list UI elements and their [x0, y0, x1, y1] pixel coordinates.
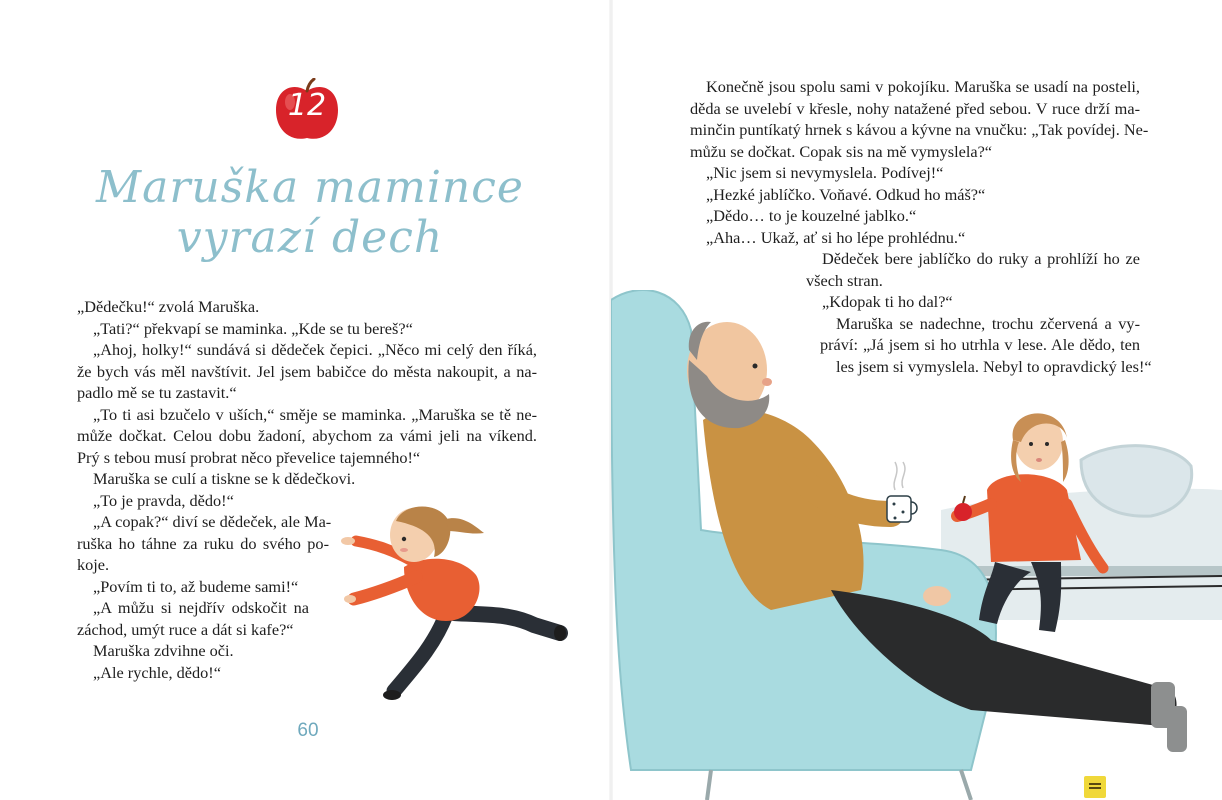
text-line: Dědeček bere jablíčko do ruky a prohlíží ho ze [822, 249, 1140, 268]
text-line: děda se uvelebí v křesle, nohy natažené před sebou. V ruce drží ma- [690, 98, 1140, 118]
text-line: minčin puntíkatý hrnek s kávou a kývne na vnučku: „Tak povídej. Ne- [690, 120, 1149, 139]
text-line: ruška ho táhne za ruku do svého po- [77, 533, 329, 553]
text-line: záchod, umýt ruce a dát si kafe?“ [77, 619, 294, 639]
text-line: les jsem si vymyslela. Nebyl to opravdický les!“ [836, 356, 1152, 376]
text-line: koje. [77, 555, 110, 574]
chapter-title-line-1: Maruška mamince [96, 162, 524, 213]
right-page-text [690, 76, 1152, 377]
text-line: „Tati?“ překvapí se maminka. „Kde se tu bereš?“ [93, 318, 413, 338]
text-line: Maruška se culí a tiskne se k dědečkovi. [93, 469, 356, 488]
text-line: může dočkat. Celou dobu žadoní, abychom za vámi jeli na víkend. [77, 426, 537, 445]
chapter-number: 12 [287, 88, 327, 123]
text-line: „Dědečku!“ zvolá Maruška. [77, 297, 260, 316]
text-line: „A copak?“ diví se dědeček, ale Ma- [93, 512, 332, 531]
text-line: Maruška zdvihne oči. [93, 641, 234, 660]
text-line: „Povím ti to, až budeme sami!“ [93, 576, 299, 596]
text-line: všech stran. [806, 270, 883, 290]
text-line: „To ti asi bzučelo v uších,“ směje se maminka. „Maruška se tě ne- [93, 404, 537, 424]
text-line: „To je pravda, dědo!“ [93, 490, 234, 510]
text-line: „Aha… Ukaž, ať si ho lépe prohlédnu.“ [706, 227, 966, 247]
text-line: „Kdopak ti ho dal?“ [822, 292, 953, 311]
comment-icon[interactable] [1084, 776, 1106, 798]
chapter-title-line-2: vyrazí dech [176, 212, 444, 263]
text-line: „A můžu si nejdřív odskočit na [93, 598, 309, 617]
text-line: „Ahoj, holky!“ sundává si dědeček čepici. „Něco mi celý den říká, [93, 340, 537, 359]
text-line: Prý s tebou musí probrat něco převelice tajemného!“ [77, 447, 421, 467]
text-line: „Hezké jablíčko. Voňavé. Odkud ho máš?“ [706, 184, 986, 204]
text-line: Maruška se nadechne, trochu zčervená a vy- [836, 313, 1140, 333]
text-line: Konečně jsou spolu sami v pokojíku. Maruška se usadí na posteli, [706, 77, 1140, 96]
running-girl-illustration [334, 495, 570, 705]
text-line: „Dědo… to je kouzelné jablko.“ [706, 206, 917, 225]
page-number: 60 [297, 720, 319, 741]
text-line: můžu se dočkat. Copak sis na mě vymyslela?“ [690, 141, 993, 161]
text-line: padlo mě se tu zastavit.“ [77, 383, 237, 402]
text-line: že bych vás měl navštívit. Jel jsem babičce do města nakoupit, a na- [77, 361, 537, 381]
text-line: „Nic jsem si nevymyslela. Podívej!“ [706, 163, 944, 182]
text-line: „Ale rychle, dědo!“ [93, 662, 221, 682]
text-line: práví: „Já jsem si ho utrhla v lese. Ale dědo, ten [820, 335, 1140, 354]
